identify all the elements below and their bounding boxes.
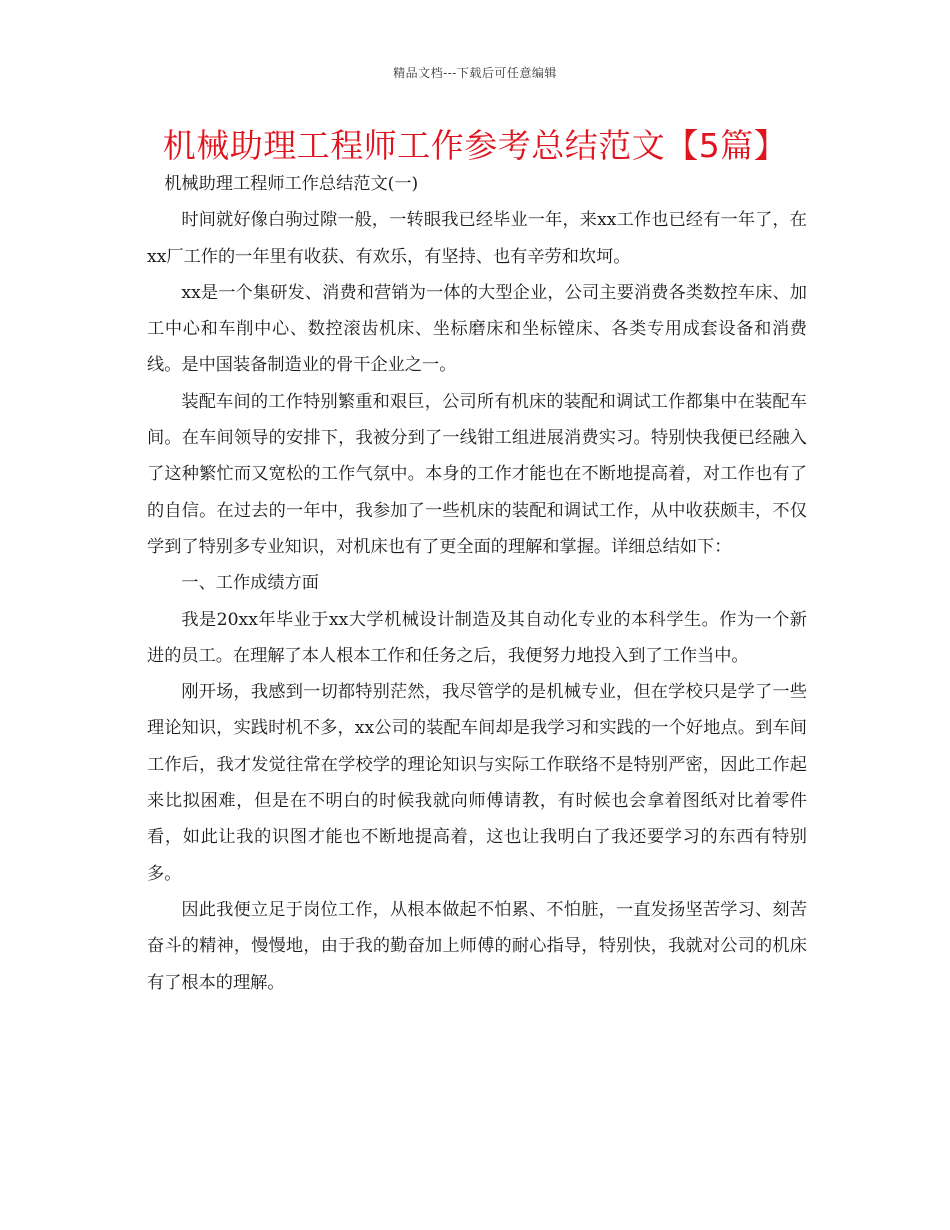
header-note: 精品文档---下载后可任意编辑 [393, 66, 557, 80]
paragraph: xx是一个集研发、消费和营销为一体的大型企业，公司主要消费各类数控车床、加工中心和车削中心、数控滚齿机床、坐标磨床和坐标镗床、各类专用成套设备和消费线。是中国装备制造业的骨干企业之一。 [147, 282, 807, 376]
document-subtitle: 机械助理工程师工作总结范文(一) [164, 174, 419, 194]
paragraph: 刚开场，我感到一切都特别茫然，我尽管学的是机械专业，但在学校只是学了一些理论知识，实践时机不多，xx公司的装配车间却是我学习和实践的一个好地点。到车间工作后，我才发觉往常在学校学的理论知识与实际工作联络不是特别严密，因此工作起来比拟困难，但是在不明白的时候我就向师傅请教，有时候也会拿着图纸对比着零件看，如此让我的识图才能也不断地提高着，这也让我明白了我还要学习的东西有特别多。 [147, 682, 807, 884]
document-body [147, 166, 807, 1001]
paragraph: 装配车间的工作特别繁重和艰巨，公司所有机床的装配和调试工作都集中在装配车间。在车间领导的安排下，我被分到了一线钳工组进展消费实习。特别快我便已经融入了这种繁忙而又宽松的工作气氛中。本身的工作才能也在不断地提高着，对工作也有了的自信。在过去的一年中，我参加了一些机床的装配和调试工作，从中收获颇丰，不仅学到了特别多专业知识，对机床也有了更全面的理解和掌握。详细总结如下： [147, 391, 807, 557]
paragraph: 因此我便立足于岗位工作，从根本做起不怕累、不怕脏，一直发扬坚苦学习、刻苦奋斗的精神，慢慢地，由于我的勤奋加上师傅的耐心指导，特别快，我就对公司的机床有了根本的理解。 [147, 899, 807, 993]
paragraph: 我是20xx年毕业于xx大学机械设计制造及其自动化专业的本科学生。作为一个新进的员工。在理解了本人根本工作和任务之后，我便努力地投入到了工作当中。 [147, 609, 807, 666]
section-heading: 一、工作成绩方面 [181, 573, 319, 594]
paragraph: 时间就好像白驹过隙一般，一转眼我已经毕业一年，来xx工作也已经有一年了，在xx厂工作的一年里有收获、有欢乐，有坚持、也有辛劳和坎坷。 [147, 210, 807, 267]
document-title: 机械助理工程师工作参考总结范文【5篇】 [162, 126, 788, 165]
